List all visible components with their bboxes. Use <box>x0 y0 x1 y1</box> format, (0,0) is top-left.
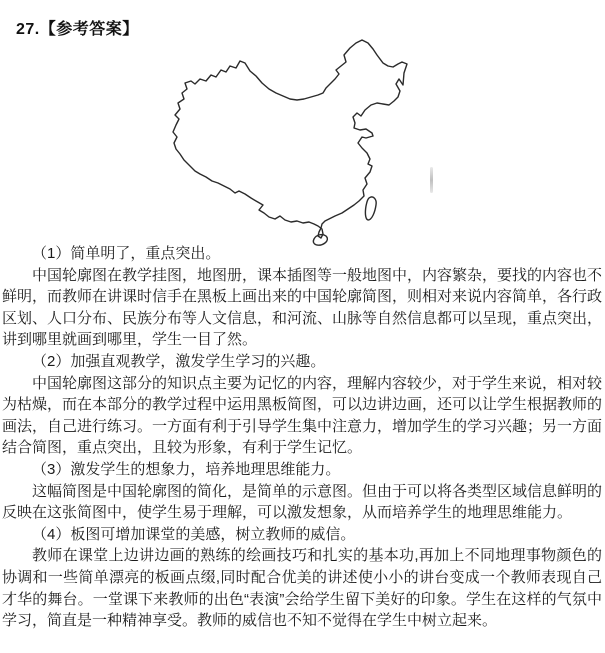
answer-point-3-heading: （3）激发学生的想象力，培养地理思维能力。 <box>32 460 341 478</box>
answer-point-1-heading: （1）简单明了，重点突出。 <box>32 245 221 262</box>
answer-point-2-text: 中国轮廓图这部分的知识点主要为记忆的内容，理解内容较少，对于学生来说，相对较为枯燥，而在本部分的教学过程中运用黑板简图，可以边讲边画，还可以让学生根据教师的画法，自己进行练习。一方面有利于引导学生集中注意力，增加学生的学习兴趣；另一方面结合简图，重点突出，且较为形象，有利于学生记忆。 <box>2 374 603 457</box>
answer-point-3-text: 这幅简图是中国轮廓图的简化，是简单的示意图。但由于可以将各类型区域信息鲜明的反映在这张简图中，使学生易于理解，可以激发想象，从而培养学生的地理思维能力。 <box>2 482 603 522</box>
china-map-outline <box>173 40 407 245</box>
answer-point-4-text: 教师在课堂上边讲边画的熟练的绘画技巧和扎实的基本功,再加上不同地理事物颜色的协调和一些简单漂亮的板画点缀,同时配合优美的讲述使小小的讲台变成一个教师表现自己才华的舞台。一堂课下来教师的出色“表演”会给学生留下美好的印象。学生在这样的气氛中学习，简直是一种精神享受。教师的威信也不知不觉得在学生中树立起来。 <box>2 547 602 630</box>
answer-point-1-text: 中国轮廓图在教学挂图，地图册，课本插图等一般地图中，内容繁杂，要找的内容也不鲜明，而教师在讲课时信手在黑板上画出来的中国轮廓简图，则相对来说内容简单，各行政区划、人口分布、民族分布等人文信息，和河流、山脉等自然信息都可以呈现，重点突出，讲到哪里就画到哪里，学生一目了然。 <box>2 266 603 349</box>
answer-body <box>2 243 602 632</box>
taiwan-island <box>365 197 376 220</box>
mainland-outline <box>173 40 407 238</box>
answer-header <box>16 16 139 39</box>
scan-artifact <box>430 167 433 193</box>
question-number: 27. <box>16 21 40 38</box>
answer-point-2-heading: （2）加强直观教学，激发学生学习的兴趣。 <box>32 352 326 370</box>
answer-point-4-heading: （4）板图可增加课堂的美感，树立教师的威信。 <box>32 525 356 543</box>
answer-title: 【参考答案】 <box>39 21 139 38</box>
china-map <box>168 33 430 251</box>
